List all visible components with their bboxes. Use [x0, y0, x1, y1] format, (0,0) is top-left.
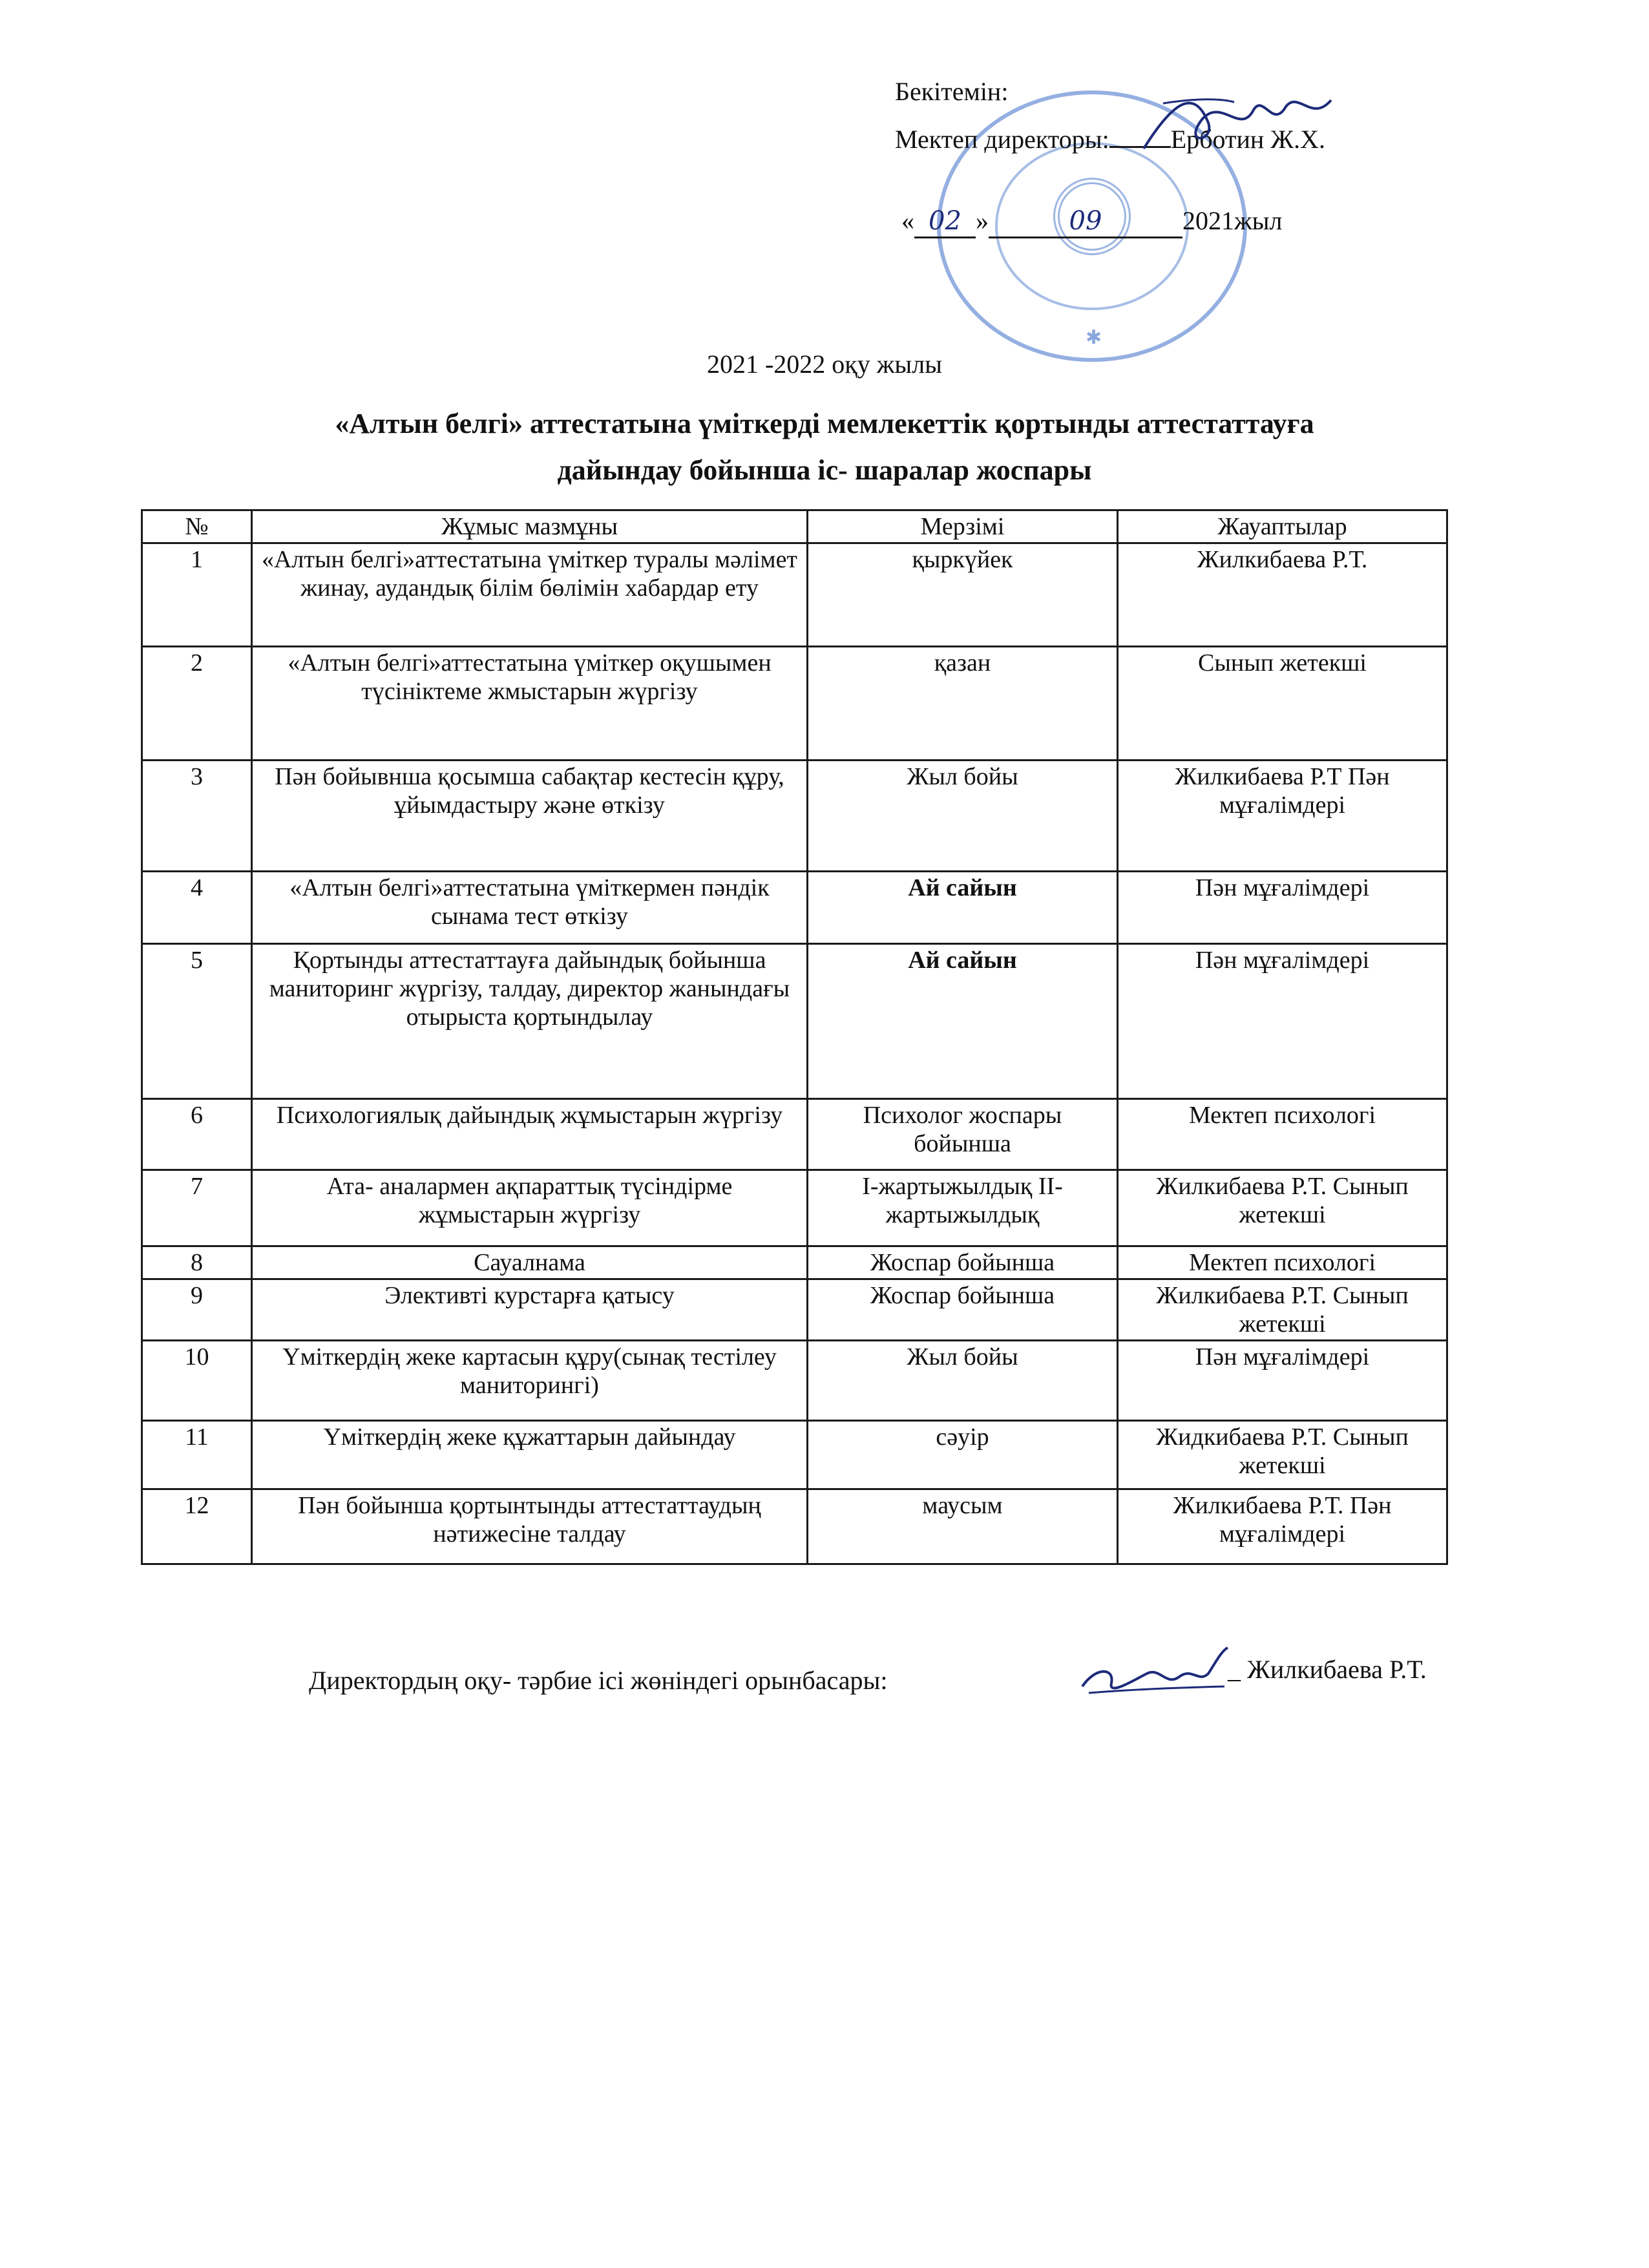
row-responsible: Жилкибаева Р.Т. Сынып жетекші	[1118, 1170, 1447, 1246]
table-row	[142, 1099, 1447, 1170]
header-responsible: Жауаптылар	[1118, 510, 1447, 543]
table-header-row	[142, 510, 1447, 543]
header-number: №	[142, 510, 252, 543]
row-content: Пән бойынша қортынтынды аттестаттаудың нәтижесіне талдау	[252, 1489, 808, 1564]
row-term: қазан	[808, 647, 1118, 761]
row-term: Жоспар бойынша	[808, 1246, 1118, 1279]
header-content: Жұмыс мазмұны	[252, 510, 808, 543]
row-responsible: Пән мұғалімдері	[1118, 872, 1447, 944]
row-number: 4	[142, 872, 252, 944]
deputy-label: Директордың оқу- тәрбие ісі жөніндегі орынбасары:	[309, 1666, 888, 1695]
row-number: 8	[142, 1246, 252, 1279]
row-term: Ай сайын	[808, 944, 1118, 1099]
row-responsible: Жилкибаева Р.Т. Сынып жетекші	[1118, 1279, 1447, 1341]
director-label: Мектеп директоры:	[895, 125, 1109, 154]
row-term: қыркүйек	[808, 543, 1118, 647]
row-number: 11	[142, 1421, 252, 1489]
row-term: маусым	[808, 1489, 1118, 1564]
row-responsible: Жидкибаева Р.Т. Сынып жетекші	[1118, 1421, 1447, 1489]
table-row	[142, 1170, 1447, 1246]
row-content: Үміткердің жеке картасын құру(сынақ тестілеу маниторингі)	[252, 1341, 808, 1421]
row-term: Ай сайын	[808, 872, 1118, 944]
plan-table	[141, 509, 1448, 1565]
document-title-line-1: «Алтын белгі» аттестатына үміткерді мемлекеттік қортынды аттестаттауға	[335, 408, 1314, 439]
date-month: 09	[1069, 206, 1102, 236]
row-content: «Алтын белгі»аттестатына үміткермен пәндік сынама тест өткізу	[252, 872, 808, 944]
table-row	[142, 1489, 1447, 1564]
director-name: Ерботин Ж.Х.	[1170, 125, 1325, 154]
row-number: 9	[142, 1279, 252, 1341]
plan-table-body	[142, 543, 1447, 1564]
row-responsible: Жилкибаева Р.Т Пән мұғалімдері	[1118, 761, 1447, 872]
row-content: Элективті курстарға қатысу	[252, 1279, 808, 1341]
row-number: 6	[142, 1099, 252, 1170]
row-term: Жыл бойы	[808, 761, 1118, 872]
document-title-line-2: дайындау бойынша іс- шаралар жоспары	[557, 454, 1092, 486]
date-year: 2021жыл	[1182, 206, 1283, 235]
row-content: Пән бойывнша қосымша сабақтар кестесін құру, ұйымдастыру және өткізу	[252, 761, 808, 872]
row-content: Сауалнама	[252, 1246, 808, 1279]
row-number: 2	[142, 647, 252, 761]
row-number: 3	[142, 761, 252, 872]
row-responsible: Пән мұғалімдері	[1118, 944, 1447, 1099]
table-row	[142, 1341, 1447, 1421]
row-number: 12	[142, 1489, 252, 1564]
seal-star-icon: ✱	[1086, 327, 1102, 348]
table-row	[142, 872, 1447, 944]
academic-year: 2021 -2022 оқу жылы	[706, 350, 943, 379]
row-responsible: Жилкибаева Р.Т.	[1118, 543, 1447, 647]
table-row	[142, 647, 1447, 761]
row-responsible: Мектеп психологі	[1118, 1246, 1447, 1279]
row-responsible: Пән мұғалімдері	[1118, 1341, 1447, 1421]
row-term: Жыл бойы	[808, 1341, 1118, 1421]
table-row	[142, 543, 1447, 647]
table-row	[142, 761, 1447, 872]
date-open-quote: «	[901, 206, 914, 235]
director-signature	[1137, 84, 1344, 168]
row-number: 5	[142, 944, 252, 1099]
row-content: Қортынды аттестаттауға дайындық бойынша маниторинг жүргізу, талдау, директор жанындағы отырыста қортындылау	[252, 944, 808, 1099]
date-close-quote: »	[976, 206, 989, 235]
deputy-signature	[1076, 1641, 1237, 1712]
approve-label: Бекітемін:	[895, 77, 1009, 106]
row-term: Психолог жоспары бойынша	[808, 1099, 1118, 1170]
table-row	[142, 944, 1447, 1099]
row-content: Ата- аналармен ақпараттық түсіндірме жұмыстарын жүргізу	[252, 1170, 808, 1246]
date-day: 02	[929, 206, 961, 236]
deputy-name: _ Жилкибаева Р.Т.	[1228, 1655, 1427, 1684]
row-content: Үміткердің жеке құжаттарын дайындау	[252, 1421, 808, 1489]
row-responsible: Жилкибаева Р.Т. Пән мұғалімдері	[1118, 1489, 1447, 1564]
row-term: сәуір	[808, 1421, 1118, 1489]
header-term: Мерзімі	[808, 510, 1118, 543]
row-responsible: Сынып жетекші	[1118, 647, 1447, 761]
row-responsible: Мектеп психологі	[1118, 1099, 1447, 1170]
row-number: 1	[142, 543, 252, 647]
table-row	[142, 1421, 1447, 1489]
row-number: 10	[142, 1341, 252, 1421]
approval-date	[901, 205, 1282, 238]
table-row	[142, 1279, 1447, 1341]
row-content: «Алтын белгі»аттестатына үміткер оқушымен түсініктеме жмыстарын жүргізу	[252, 647, 808, 761]
row-number: 7	[142, 1170, 252, 1246]
table-row	[142, 1246, 1447, 1279]
row-term: І-жартыжылдық ІІ-жартыжылдық	[808, 1170, 1118, 1246]
row-term: Жоспар бойынша	[808, 1279, 1118, 1341]
row-content: «Алтын белгі»аттестатына үміткер туралы мәлімет жинау, аудандық білім бөлімін хабардар ету	[252, 543, 808, 647]
row-content: Психологиялық дайындық жұмыстарын жүргізу	[252, 1099, 808, 1170]
